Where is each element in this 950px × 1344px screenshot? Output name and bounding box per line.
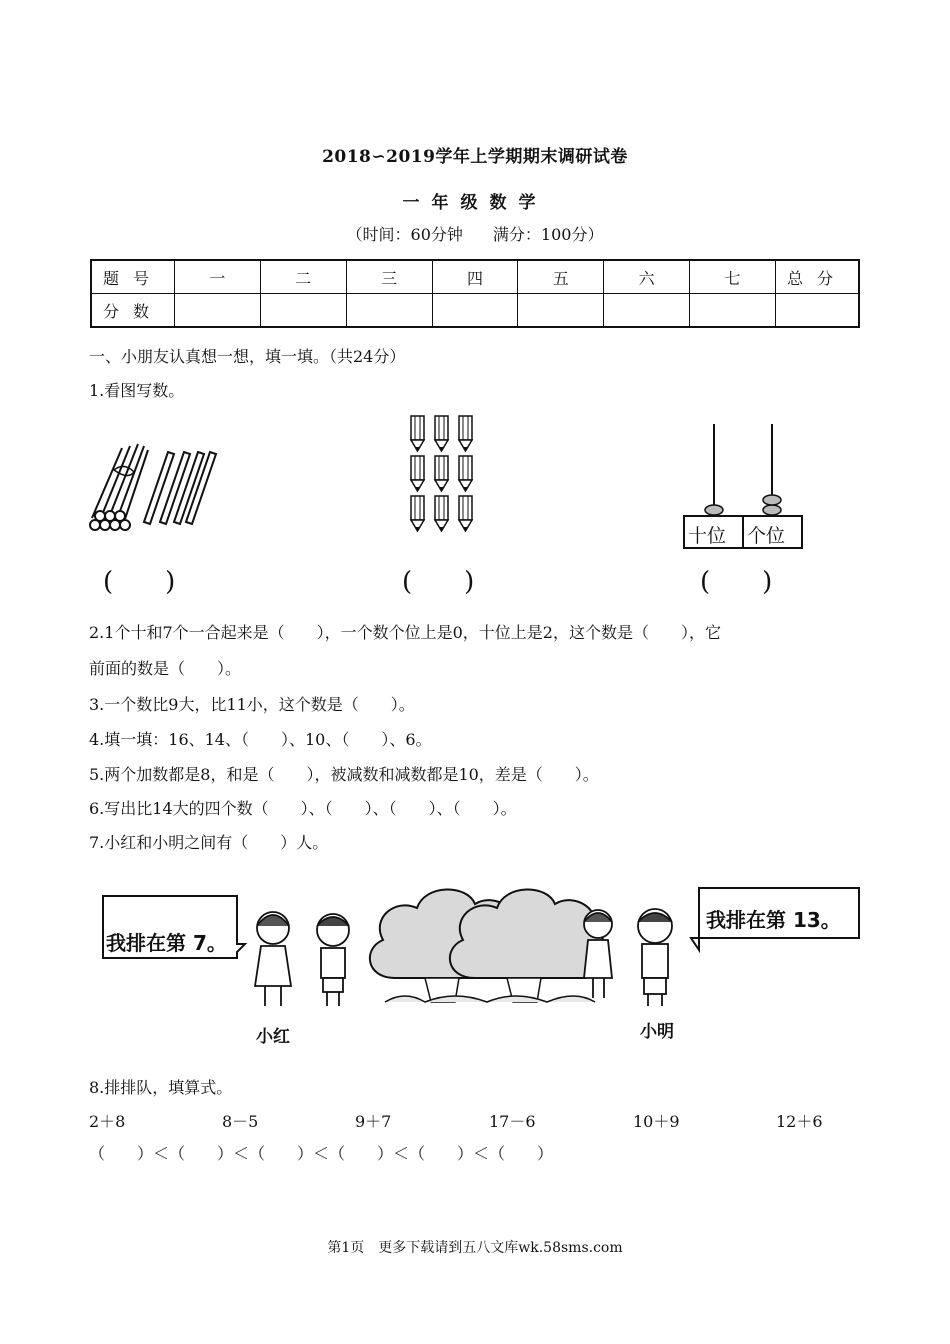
score-input-cell[interactable] [518,294,604,328]
score-input-cell[interactable] [604,294,690,328]
score-input-cell[interactable] [260,294,346,328]
exam-subtitle: 一年级数学 [402,193,548,213]
question-7: 7.小红和小明之间有（ ）人。 [89,833,329,852]
score-cell: 六 [604,260,690,294]
question-8: 8.排排队，填算式。 [89,1078,233,1097]
question-5: 5.两个加数都是8，和是（ ），被减数和减数都是10，差是（ ）。 [89,765,599,784]
score-input-cell[interactable] [776,294,860,328]
score-table-score-row [91,294,859,328]
score-input-cell[interactable] [346,294,432,328]
expression: 17－6 [489,1112,536,1131]
question-1: 1.看图写数。 [89,381,185,400]
question-2-line-1: 2.1个十和7个一合起来是（ ），一个数个位上是0，十位上是2，这个数是（ ），它 [89,623,721,642]
question-4: 4.填一填：16、14、（ ）、10、（ ）、6。 [89,730,432,749]
expression: 12＋6 [776,1112,823,1131]
expression: 9＋7 [355,1112,392,1131]
score-table-header-row [91,260,859,294]
question-2-line-2: 前面的数是（ ）。 [89,659,242,678]
answer-blank[interactable]: ( ) [700,567,773,597]
score-cell: 四 [432,260,518,294]
score-cell: 二 [260,260,346,294]
answer-blank[interactable]: ( ) [103,567,176,597]
score-input-cell[interactable] [690,294,776,328]
sticks-bundle-image [86,440,216,536]
speech-bubble-right: 我排在第 13。 [706,908,841,932]
page-footer: 第1页 更多下载请到五八文库wk.58sms.com [327,1240,623,1256]
score-cell: 一 [175,260,261,294]
score-cell: 分数 [91,294,175,328]
exam-title: 2018∽2019学年上学期期末调研试卷 [322,147,628,167]
expression: 10＋9 [633,1112,680,1131]
question-6: 6.写出比14大的四个数（ ）、（ ）、（ ）、（ ）。 [89,799,517,818]
score-cell: 三 [346,260,432,294]
tens-label: 十位 [688,525,727,547]
score-cell: 七 [690,260,776,294]
ones-label: 个位 [747,525,786,547]
time-limit: （时间：60分钟 [346,225,463,244]
name-xiaoming: 小明 [640,1022,674,1042]
full-score: 满分：100分） [492,225,604,244]
pencils-image [408,414,478,534]
score-input-cell[interactable] [432,294,518,328]
score-cell: 题号 [91,260,175,294]
question-3: 3.一个数比9大，比11小，这个数是（ ）。 [89,695,415,714]
score-input-cell[interactable] [175,294,261,328]
time-info [0,222,950,245]
ordering-blanks[interactable]: （ ）＜（ ）＜（ ）＜（ ）＜（ ）＜（ ） [89,1144,554,1163]
speech-bubble-left: 我排在第 7。 [106,931,227,955]
score-cell: 五 [518,260,604,294]
expression: 8－5 [222,1112,259,1131]
answer-blank[interactable]: ( ) [402,567,475,597]
score-cell: 总分 [776,260,860,294]
expression: 2＋8 [89,1112,126,1131]
name-xiaohong: 小红 [256,1027,290,1047]
score-table [90,259,860,328]
section-heading: 一、小朋友认真想一想，填一填。（共24分） [89,347,406,366]
